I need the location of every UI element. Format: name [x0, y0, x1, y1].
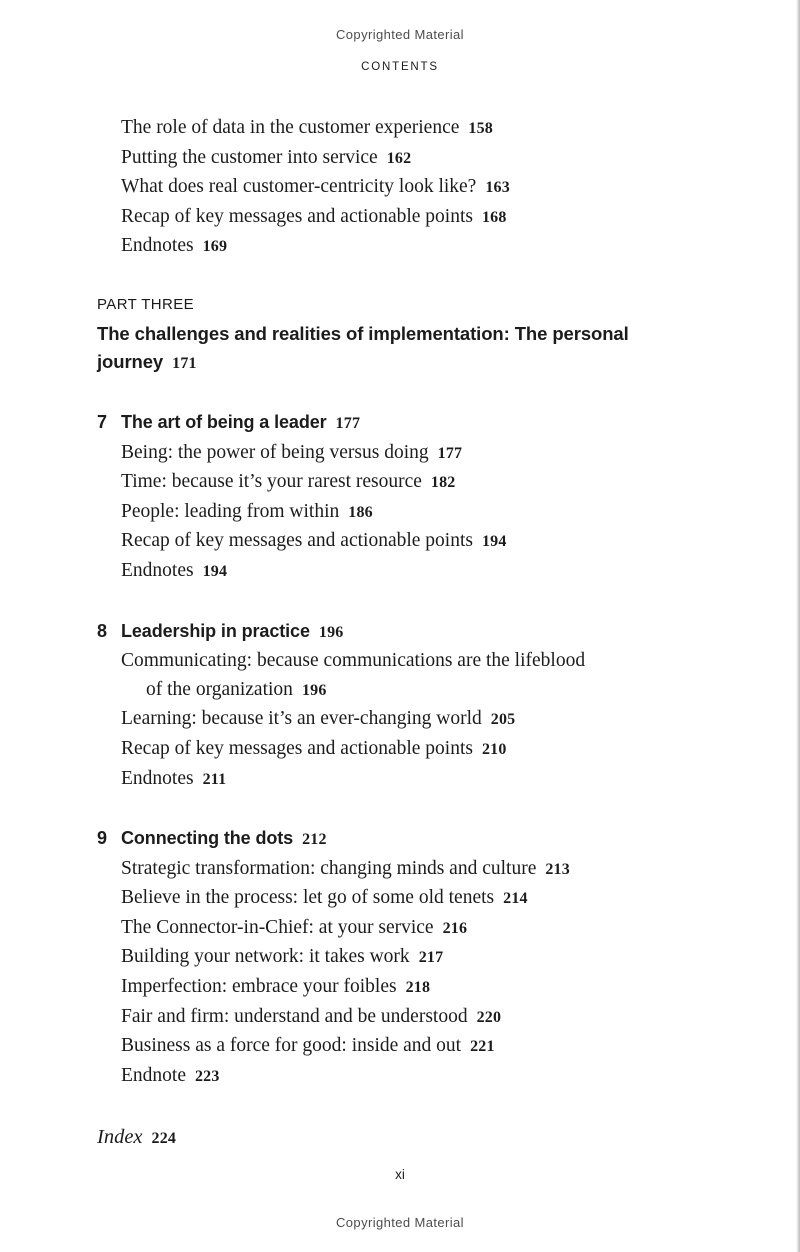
entry-title: Recap of key messages and actionable points [121, 205, 473, 227]
index-title: Index [97, 1126, 143, 1149]
copyright-banner-top: Copyrighted Material [336, 27, 464, 42]
entry-page-number: 221 [470, 1038, 495, 1056]
chapter-entries [121, 647, 800, 794]
index-page-number: 224 [151, 1130, 177, 1148]
toc-entry [121, 1032, 800, 1062]
chapter-entries [121, 439, 800, 587]
entry-page-number: 196 [301, 681, 327, 699]
entry-page-number: 210 [481, 740, 507, 758]
chapter-page-number: 212 [302, 831, 327, 849]
entry-title: Believe in the process: let go of some old tenets [121, 887, 495, 909]
entry-page-number: 169 [202, 238, 228, 256]
entry-title: Strategic transformation: changing minds and culture [121, 857, 537, 879]
entry-page-number: 158 [468, 120, 493, 137]
chapter-number: 8 [97, 620, 107, 641]
toc-entry [121, 1062, 800, 1092]
chapter-heading [97, 824, 800, 855]
entry-title: Fair and firm: understand and be understood [121, 1005, 468, 1027]
entry-page-number: 194 [202, 562, 228, 580]
entry-page-number: 220 [476, 1008, 502, 1026]
page-folio: xi [395, 1167, 405, 1182]
entry-title: People: leading from within [121, 500, 340, 522]
entry-title: Recap of key messages and actionable points [121, 530, 473, 552]
chapter-title [121, 617, 343, 648]
entry-page-number: 216 [442, 919, 468, 937]
chapter-heading [97, 617, 800, 648]
toc-entry [121, 735, 800, 765]
toc-entry [121, 973, 800, 1003]
entry-title: The Connector-in-Chief: at your service [121, 916, 434, 938]
chapter-title [121, 408, 360, 439]
entry-title: Business as a force for good: inside and out [121, 1035, 462, 1057]
entry-page-number: 162 [386, 149, 412, 167]
entry-page-number: 211 [202, 770, 227, 788]
chapter-heading [97, 408, 800, 439]
toc-entry [121, 203, 800, 233]
toc-entry [121, 173, 800, 203]
chapter-page-number: 177 [335, 414, 361, 432]
entry-page-number: 218 [405, 979, 431, 997]
entry-title: Being: the power of being versus doing [121, 441, 429, 463]
chapter-title-text: Leadership in practice [121, 620, 310, 641]
entry-title: Endnote [121, 1064, 186, 1086]
entry-page-number: 186 [348, 503, 373, 521]
index-entry [97, 1123, 800, 1154]
toc-entry [121, 705, 800, 735]
chapter-title-text: The art of being a leader [121, 411, 327, 432]
entry-page-number: 177 [437, 444, 463, 462]
toc-entry [121, 1003, 800, 1033]
part-title-line: The challenges and realities of implementation: The personal [97, 322, 629, 344]
chapter-number: 7 [97, 411, 107, 432]
entry-page-number: 194 [481, 533, 507, 551]
toc-entry [121, 232, 800, 262]
entry-title: Building your network: it takes work [121, 946, 410, 968]
chapter-title-text: Connecting the dots [121, 828, 294, 849]
toc-entry-continuation [121, 676, 800, 706]
table-of-contents [97, 114, 800, 1154]
entry-title: The role of data in the customer experience [121, 117, 460, 138]
toc-entry [121, 468, 800, 498]
entry-page-number: 217 [418, 949, 444, 967]
copyright-banner-bottom: Copyrighted Material [336, 1215, 464, 1230]
part-three-block [97, 295, 800, 378]
entry-page-number: 168 [481, 208, 507, 226]
entry-title: Endnotes [121, 767, 194, 789]
toc-entry [121, 114, 800, 144]
entry-page-number: 163 [485, 179, 510, 197]
part-title [97, 320, 697, 378]
chapter-entries [121, 855, 800, 1092]
toc-entry [121, 527, 800, 557]
toc-entry [121, 855, 800, 885]
entry-page-number: 223 [194, 1067, 220, 1085]
entry-title: Putting the customer into service [121, 146, 378, 168]
chapter-7 [97, 408, 800, 587]
toc-entry [121, 943, 800, 973]
toc-entry [121, 557, 800, 587]
part-page-number: 171 [172, 354, 197, 372]
intro-entries [121, 114, 800, 262]
entry-title: Time: because it’s your rarest resource [121, 471, 422, 493]
toc-entry [121, 884, 800, 914]
toc-entry [121, 914, 800, 944]
contents-heading: CONTENTS [361, 61, 439, 73]
chapter-9 [97, 824, 800, 1091]
toc-entry [121, 439, 800, 469]
toc-entry [121, 144, 800, 174]
entry-title: Recap of key messages and actionable points [121, 737, 473, 759]
entry-page-number: 205 [490, 711, 516, 729]
entry-page-number: 213 [545, 860, 570, 878]
entry-title: Endnotes [121, 559, 194, 581]
part-title-line [97, 348, 697, 378]
part-title-text: journey [97, 350, 164, 372]
entry-page-number: 214 [503, 890, 528, 908]
chapter-title [121, 824, 327, 855]
toc-entry [121, 765, 800, 795]
entry-title: Imperfection: embrace your foibles [121, 976, 397, 998]
entry-title: What does real customer-centricity look like? [121, 176, 477, 198]
entry-title: of the organization [146, 678, 293, 700]
toc-entry: Communicating: because communications are the lifeblood [121, 650, 586, 672]
entry-title: Learning: because it’s an ever-changing world [121, 708, 482, 730]
chapter-page-number: 196 [318, 623, 344, 641]
entry-title: Endnotes [121, 235, 194, 257]
entry-page-number: 182 [430, 474, 456, 492]
chapter-8 [97, 617, 800, 795]
toc-entry [121, 498, 800, 528]
part-label: PART THREE [97, 295, 195, 313]
chapter-number: 9 [97, 828, 107, 849]
